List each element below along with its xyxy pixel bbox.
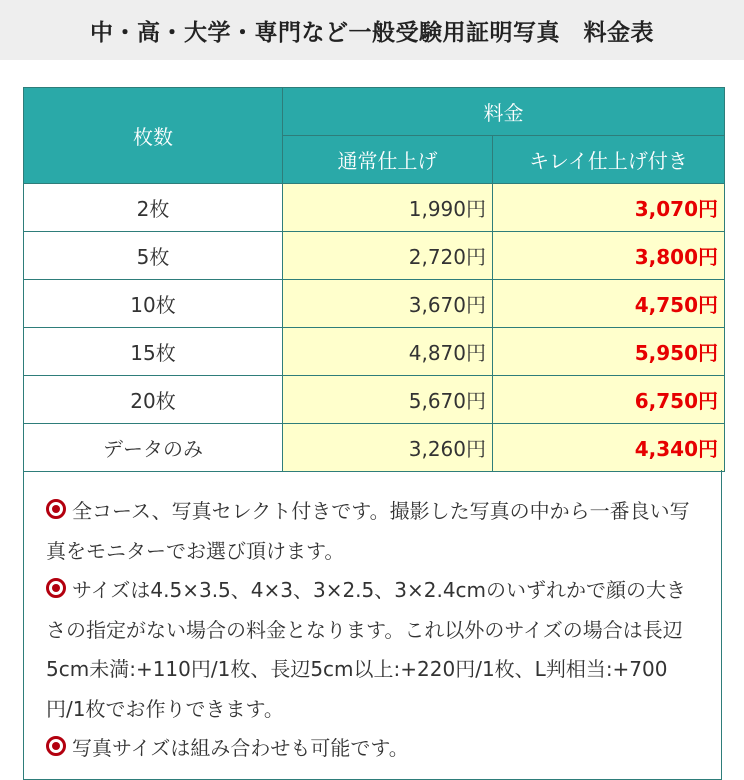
table-row	[24, 376, 725, 424]
header-count: 枚数	[24, 88, 283, 184]
cell-count: 10枚	[24, 280, 283, 328]
header-price: 料金	[283, 88, 725, 136]
header-normal: 通常仕上げ	[283, 136, 493, 184]
cell-pretty-price: 5,950円	[493, 328, 725, 376]
page-title: 中・高・大学・専門など一般受験用証明写真 料金表	[0, 0, 744, 60]
cell-normal-price: 3,260円	[283, 424, 493, 472]
note-text: サイズは4.5×3.5、4×3、3×2.5、3×2.4cmのいずれかで顔の大きさの指定がない場合の料金となります。これ以外のサイズの場合は長辺5cm未満:+110円/1枚、長辺5cm以上:+220円/1枚、L判相当:+700円/1枚でお作りできます。	[46, 578, 687, 721]
table-row	[24, 232, 725, 280]
note-text: 全コース、写真セレクト付きです。撮影した写真の中から一番良い写真をモニターでお選び頂けます。	[46, 499, 690, 563]
cell-pretty-price: 3,070円	[493, 184, 725, 232]
header-pretty: キレイ仕上げ付き	[493, 136, 725, 184]
cell-normal-price: 4,870円	[283, 328, 493, 376]
cell-count: 15枚	[24, 328, 283, 376]
cell-pretty-price: 4,340円	[493, 424, 725, 472]
double-circle-icon	[46, 499, 66, 519]
cell-pretty-price: 6,750円	[493, 376, 725, 424]
double-circle-icon	[46, 578, 66, 598]
cell-normal-price: 3,670円	[283, 280, 493, 328]
table-row	[24, 328, 725, 376]
double-circle-icon	[46, 736, 66, 756]
cell-normal-price: 5,670円	[283, 376, 493, 424]
cell-normal-price: 1,990円	[283, 184, 493, 232]
note-item	[46, 729, 705, 769]
cell-count: 2枚	[24, 184, 283, 232]
cell-pretty-price: 4,750円	[493, 280, 725, 328]
cell-pretty-price: 3,800円	[493, 232, 725, 280]
note-text: 写真サイズは組み合わせも可能です。	[72, 736, 409, 760]
note-item	[46, 492, 705, 571]
cell-normal-price: 2,720円	[283, 232, 493, 280]
cell-count: 5枚	[24, 232, 283, 280]
cell-count: 20枚	[24, 376, 283, 424]
price-table	[23, 87, 725, 472]
table-row	[24, 184, 725, 232]
note-item	[46, 571, 705, 729]
cell-count: データのみ	[24, 424, 283, 472]
table-row	[24, 424, 725, 472]
table-row	[24, 280, 725, 328]
notes-box	[23, 470, 722, 780]
